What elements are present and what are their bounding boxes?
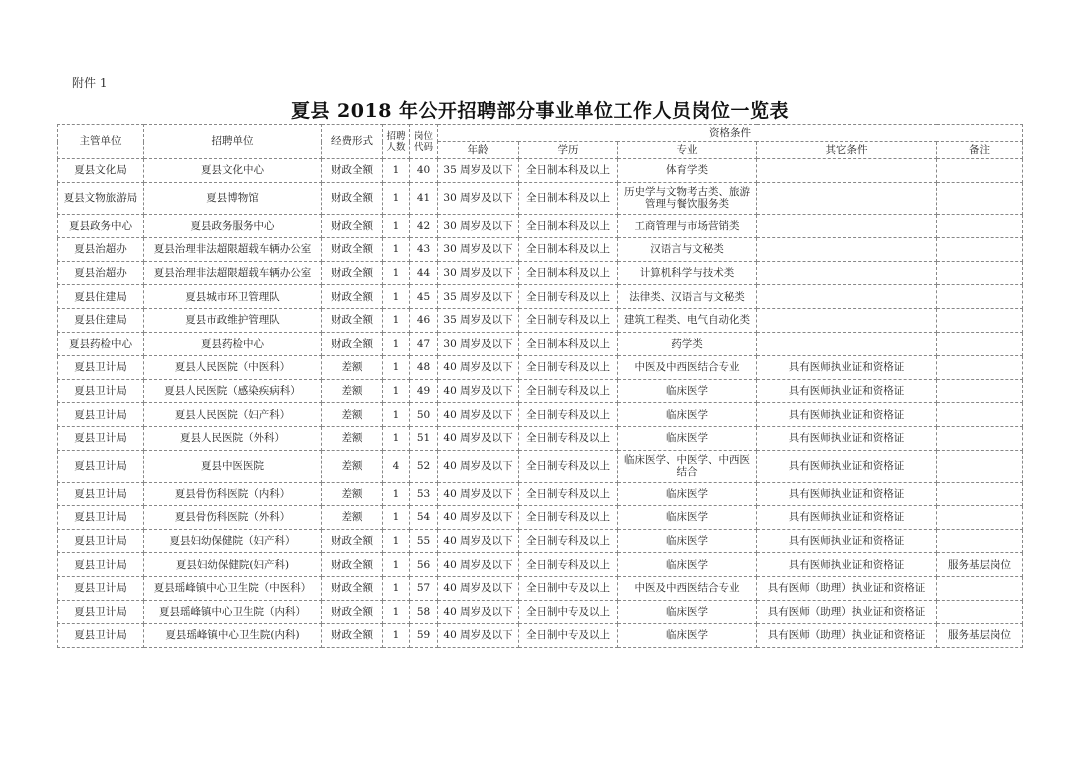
cell-major: 法律类、汉语言与文秘类 (618, 285, 757, 309)
attachment-label: 附件 1 (72, 76, 108, 90)
cell-code: 49 (410, 379, 438, 403)
cell-remark (937, 403, 1023, 427)
cell-funding: 差额 (322, 482, 383, 506)
cell-education: 全日制专科及以上 (519, 285, 618, 309)
cell-count: 1 (383, 426, 410, 450)
cell-dept: 夏县治超办 (58, 261, 144, 285)
cell-dept: 夏县住建局 (58, 308, 144, 332)
cell-count: 1 (383, 576, 410, 600)
cell-remark: 服务基层岗位 (937, 624, 1023, 648)
cell-age: 35 周岁及以下 (438, 159, 519, 183)
cell-code: 46 (410, 308, 438, 332)
header-count: 招聘人数 (383, 125, 410, 159)
cell-dept: 夏县卫计局 (58, 356, 144, 380)
cell-other (757, 182, 937, 214)
cell-education: 全日制专科及以上 (519, 356, 618, 380)
cell-count: 1 (383, 238, 410, 262)
cell-funding: 财政全额 (322, 238, 383, 262)
cell-code: 59 (410, 624, 438, 648)
cell-age: 40 周岁及以下 (438, 356, 519, 380)
cell-major: 临床医学 (618, 529, 757, 553)
header-remark: 备注 (937, 142, 1023, 159)
cell-other: 具有医师（助理）执业证和资格证 (757, 576, 937, 600)
cell-major: 临床医学 (618, 624, 757, 648)
cell-education: 全日制本科及以上 (519, 182, 618, 214)
cell-dept: 夏县住建局 (58, 285, 144, 309)
cell-remark (937, 238, 1023, 262)
cell-age: 35 周岁及以下 (438, 308, 519, 332)
cell-major: 临床医学 (618, 600, 757, 624)
cell-other: 具有医师（助理）执业证和资格证 (757, 624, 937, 648)
cell-funding: 财政全额 (322, 214, 383, 238)
cell-unit: 夏县中医医院 (144, 450, 322, 482)
cell-unit: 夏县人民医院（中医科） (144, 356, 322, 380)
cell-major: 历史学与文物考古类、旅游管理与餐饮服务类 (618, 182, 757, 214)
cell-count: 4 (383, 450, 410, 482)
cell-major: 临床医学 (618, 379, 757, 403)
cell-count: 1 (383, 159, 410, 183)
cell-unit: 夏县治理非法超限超载车辆办公室 (144, 261, 322, 285)
cell-education: 全日制专科及以上 (519, 506, 618, 530)
cell-other (757, 261, 937, 285)
cell-code: 51 (410, 426, 438, 450)
cell-age: 40 周岁及以下 (438, 379, 519, 403)
cell-unit: 夏县瑶峰镇中心卫生院（内科） (144, 600, 322, 624)
cell-unit: 夏县药检中心 (144, 332, 322, 356)
cell-funding: 差额 (322, 426, 383, 450)
cell-other (757, 214, 937, 238)
cell-unit: 夏县政务服务中心 (144, 214, 322, 238)
cell-funding: 财政全额 (322, 308, 383, 332)
table-row (58, 238, 1023, 262)
cell-major: 体育学类 (618, 159, 757, 183)
table-row (58, 214, 1023, 238)
cell-age: 30 周岁及以下 (438, 214, 519, 238)
cell-major: 工商管理与市场营销类 (618, 214, 757, 238)
cell-code: 47 (410, 332, 438, 356)
cell-major: 计算机科学与技术类 (618, 261, 757, 285)
cell-major: 临床医学 (618, 506, 757, 530)
table-row (58, 285, 1023, 309)
cell-unit: 夏县瑶峰镇中心卫生院（中医科） (144, 576, 322, 600)
cell-major: 临床医学 (618, 553, 757, 577)
table-row (58, 482, 1023, 506)
cell-other: 具有医师执业证和资格证 (757, 356, 937, 380)
cell-unit: 夏县妇幼保健院(妇产科) (144, 553, 322, 577)
cell-education: 全日制本科及以上 (519, 214, 618, 238)
cell-dept: 夏县卫计局 (58, 426, 144, 450)
header-row-1 (58, 125, 1023, 142)
cell-education: 全日制专科及以上 (519, 426, 618, 450)
cell-code: 50 (410, 403, 438, 427)
cell-funding: 财政全额 (322, 576, 383, 600)
cell-code: 45 (410, 285, 438, 309)
cell-remark (937, 214, 1023, 238)
cell-remark (937, 482, 1023, 506)
cell-age: 30 周岁及以下 (438, 182, 519, 214)
table-row (58, 529, 1023, 553)
cell-remark (937, 261, 1023, 285)
header-other: 其它条件 (757, 142, 937, 159)
cell-age: 30 周岁及以下 (438, 261, 519, 285)
header-major: 专业 (618, 142, 757, 159)
cell-dept: 夏县文物旅游局 (58, 182, 144, 214)
cell-funding: 财政全额 (322, 529, 383, 553)
table-row (58, 261, 1023, 285)
cell-education: 全日制中专及以上 (519, 576, 618, 600)
cell-code: 56 (410, 553, 438, 577)
cell-count: 1 (383, 553, 410, 577)
cell-education: 全日制专科及以上 (519, 553, 618, 577)
table-row (58, 624, 1023, 648)
cell-age: 40 周岁及以下 (438, 482, 519, 506)
table-row (58, 553, 1023, 577)
page-title: 夏县 2018 年公开招聘部分事业单位工作人员岗位一览表 (290, 100, 790, 122)
cell-count: 1 (383, 624, 410, 648)
cell-age: 35 周岁及以下 (438, 285, 519, 309)
cell-count: 1 (383, 332, 410, 356)
header-code: 岗位代码 (410, 125, 438, 159)
cell-other: 具有医师执业证和资格证 (757, 379, 937, 403)
cell-age: 40 周岁及以下 (438, 624, 519, 648)
cell-other: 具有医师执业证和资格证 (757, 450, 937, 482)
cell-remark (937, 379, 1023, 403)
cell-education: 全日制专科及以上 (519, 450, 618, 482)
cell-count: 1 (383, 403, 410, 427)
cell-education: 全日制中专及以上 (519, 600, 618, 624)
cell-unit: 夏县人民医院（妇产科） (144, 403, 322, 427)
cell-other (757, 238, 937, 262)
cell-remark: 服务基层岗位 (937, 553, 1023, 577)
cell-major: 汉语言与文秘类 (618, 238, 757, 262)
cell-other: 具有医师执业证和资格证 (757, 482, 937, 506)
cell-age: 30 周岁及以下 (438, 332, 519, 356)
cell-funding: 财政全额 (322, 182, 383, 214)
cell-unit: 夏县妇幼保健院（妇产科） (144, 529, 322, 553)
cell-age: 40 周岁及以下 (438, 576, 519, 600)
cell-code: 57 (410, 576, 438, 600)
cell-education: 全日制专科及以上 (519, 379, 618, 403)
table-row (58, 450, 1023, 482)
cell-code: 55 (410, 529, 438, 553)
cell-funding: 差额 (322, 379, 383, 403)
cell-unit: 夏县人民医院（外科） (144, 426, 322, 450)
cell-age: 40 周岁及以下 (438, 450, 519, 482)
cell-major: 临床医学 (618, 403, 757, 427)
cell-age: 40 周岁及以下 (438, 506, 519, 530)
cell-other (757, 159, 937, 183)
table-row (58, 600, 1023, 624)
cell-dept: 夏县卫计局 (58, 506, 144, 530)
cell-dept: 夏县卫计局 (58, 600, 144, 624)
cell-dept: 夏县治超办 (58, 238, 144, 262)
cell-code: 41 (410, 182, 438, 214)
cell-dept: 夏县卫计局 (58, 553, 144, 577)
cell-code: 52 (410, 450, 438, 482)
cell-remark (937, 576, 1023, 600)
cell-unit: 夏县瑶峰镇中心卫生院(内科) (144, 624, 322, 648)
cell-funding: 财政全额 (322, 261, 383, 285)
table-body (58, 159, 1023, 648)
cell-dept: 夏县卫计局 (58, 624, 144, 648)
cell-education: 全日制本科及以上 (519, 159, 618, 183)
cell-dept: 夏县药检中心 (58, 332, 144, 356)
cell-count: 1 (383, 482, 410, 506)
cell-education: 全日制专科及以上 (519, 482, 618, 506)
cell-code: 40 (410, 159, 438, 183)
cell-other (757, 308, 937, 332)
cell-remark (937, 426, 1023, 450)
cell-dept: 夏县卫计局 (58, 450, 144, 482)
cell-remark (937, 182, 1023, 214)
cell-count: 1 (383, 214, 410, 238)
table-row (58, 426, 1023, 450)
table-row (58, 506, 1023, 530)
cell-age: 40 周岁及以下 (438, 426, 519, 450)
cell-funding: 差额 (322, 403, 383, 427)
cell-count: 1 (383, 308, 410, 332)
cell-education: 全日制本科及以上 (519, 261, 618, 285)
cell-code: 58 (410, 600, 438, 624)
cell-other: 具有医师（助理）执业证和资格证 (757, 600, 937, 624)
cell-major: 临床医学 (618, 426, 757, 450)
cell-age: 40 周岁及以下 (438, 553, 519, 577)
cell-other: 具有医师执业证和资格证 (757, 426, 937, 450)
cell-other: 具有医师执业证和资格证 (757, 403, 937, 427)
cell-count: 1 (383, 261, 410, 285)
cell-code: 43 (410, 238, 438, 262)
cell-dept: 夏县卫计局 (58, 482, 144, 506)
cell-remark (937, 159, 1023, 183)
cell-count: 1 (383, 379, 410, 403)
cell-major: 中医及中西医结合专业 (618, 576, 757, 600)
table-row (58, 159, 1023, 183)
cell-count: 1 (383, 529, 410, 553)
cell-code: 54 (410, 506, 438, 530)
cell-funding: 财政全额 (322, 624, 383, 648)
cell-count: 1 (383, 182, 410, 214)
cell-dept: 夏县卫计局 (58, 576, 144, 600)
header-dept: 主管单位 (58, 125, 144, 159)
cell-age: 40 周岁及以下 (438, 529, 519, 553)
cell-age: 40 周岁及以下 (438, 600, 519, 624)
cell-unit: 夏县市政维护管理队 (144, 308, 322, 332)
cell-major: 临床医学、中医学、中西医结合 (618, 450, 757, 482)
cell-code: 44 (410, 261, 438, 285)
header-funding: 经费形式 (322, 125, 383, 159)
cell-dept: 夏县卫计局 (58, 403, 144, 427)
header-education: 学历 (519, 142, 618, 159)
header-qualifications: 资格条件 (438, 125, 1023, 142)
cell-unit: 夏县骨伤科医院（外科） (144, 506, 322, 530)
cell-other: 具有医师执业证和资格证 (757, 506, 937, 530)
cell-remark (937, 450, 1023, 482)
table-row (58, 356, 1023, 380)
cell-major: 临床医学 (618, 482, 757, 506)
table-row (58, 379, 1023, 403)
cell-dept: 夏县卫计局 (58, 379, 144, 403)
cell-funding: 财政全额 (322, 553, 383, 577)
cell-education: 全日制专科及以上 (519, 529, 618, 553)
cell-funding: 差额 (322, 356, 383, 380)
cell-age: 30 周岁及以下 (438, 238, 519, 262)
cell-code: 42 (410, 214, 438, 238)
cell-major: 中医及中西医结合专业 (618, 356, 757, 380)
table-row (58, 308, 1023, 332)
cell-major: 建筑工程类、电气自动化类 (618, 308, 757, 332)
header-age: 年龄 (438, 142, 519, 159)
cell-remark (937, 506, 1023, 530)
cell-major: 药学类 (618, 332, 757, 356)
cell-dept: 夏县政务中心 (58, 214, 144, 238)
cell-code: 48 (410, 356, 438, 380)
cell-count: 1 (383, 600, 410, 624)
cell-unit: 夏县治理非法超限超载车辆办公室 (144, 238, 322, 262)
cell-remark (937, 356, 1023, 380)
cell-age: 40 周岁及以下 (438, 403, 519, 427)
cell-count: 1 (383, 506, 410, 530)
table-row (58, 403, 1023, 427)
cell-remark (937, 529, 1023, 553)
cell-dept: 夏县卫计局 (58, 529, 144, 553)
table-row (58, 182, 1023, 214)
table-row (58, 332, 1023, 356)
cell-funding: 差额 (322, 506, 383, 530)
cell-funding: 财政全额 (322, 332, 383, 356)
cell-unit: 夏县文化中心 (144, 159, 322, 183)
cell-funding: 财政全额 (322, 285, 383, 309)
cell-unit: 夏县骨伤科医院（内科） (144, 482, 322, 506)
cell-remark (937, 332, 1023, 356)
cell-education: 全日制本科及以上 (519, 332, 618, 356)
cell-remark (937, 600, 1023, 624)
cell-funding: 财政全额 (322, 600, 383, 624)
cell-education: 全日制专科及以上 (519, 403, 618, 427)
cell-remark (937, 308, 1023, 332)
cell-remark (937, 285, 1023, 309)
cell-education: 全日制中专及以上 (519, 624, 618, 648)
cell-other (757, 332, 937, 356)
cell-education: 全日制专科及以上 (519, 308, 618, 332)
cell-other: 具有医师执业证和资格证 (757, 553, 937, 577)
cell-unit: 夏县博物馆 (144, 182, 322, 214)
cell-code: 53 (410, 482, 438, 506)
cell-education: 全日制本科及以上 (519, 238, 618, 262)
cell-unit: 夏县人民医院（感染疾病科） (144, 379, 322, 403)
cell-dept: 夏县文化局 (58, 159, 144, 183)
cell-funding: 财政全额 (322, 159, 383, 183)
cell-count: 1 (383, 285, 410, 309)
cell-unit: 夏县城市环卫管理队 (144, 285, 322, 309)
cell-count: 1 (383, 356, 410, 380)
table-row (58, 576, 1023, 600)
positions-table (57, 124, 1023, 648)
cell-other: 具有医师执业证和资格证 (757, 529, 937, 553)
cell-other (757, 285, 937, 309)
header-unit: 招聘单位 (144, 125, 322, 159)
cell-funding: 差额 (322, 450, 383, 482)
